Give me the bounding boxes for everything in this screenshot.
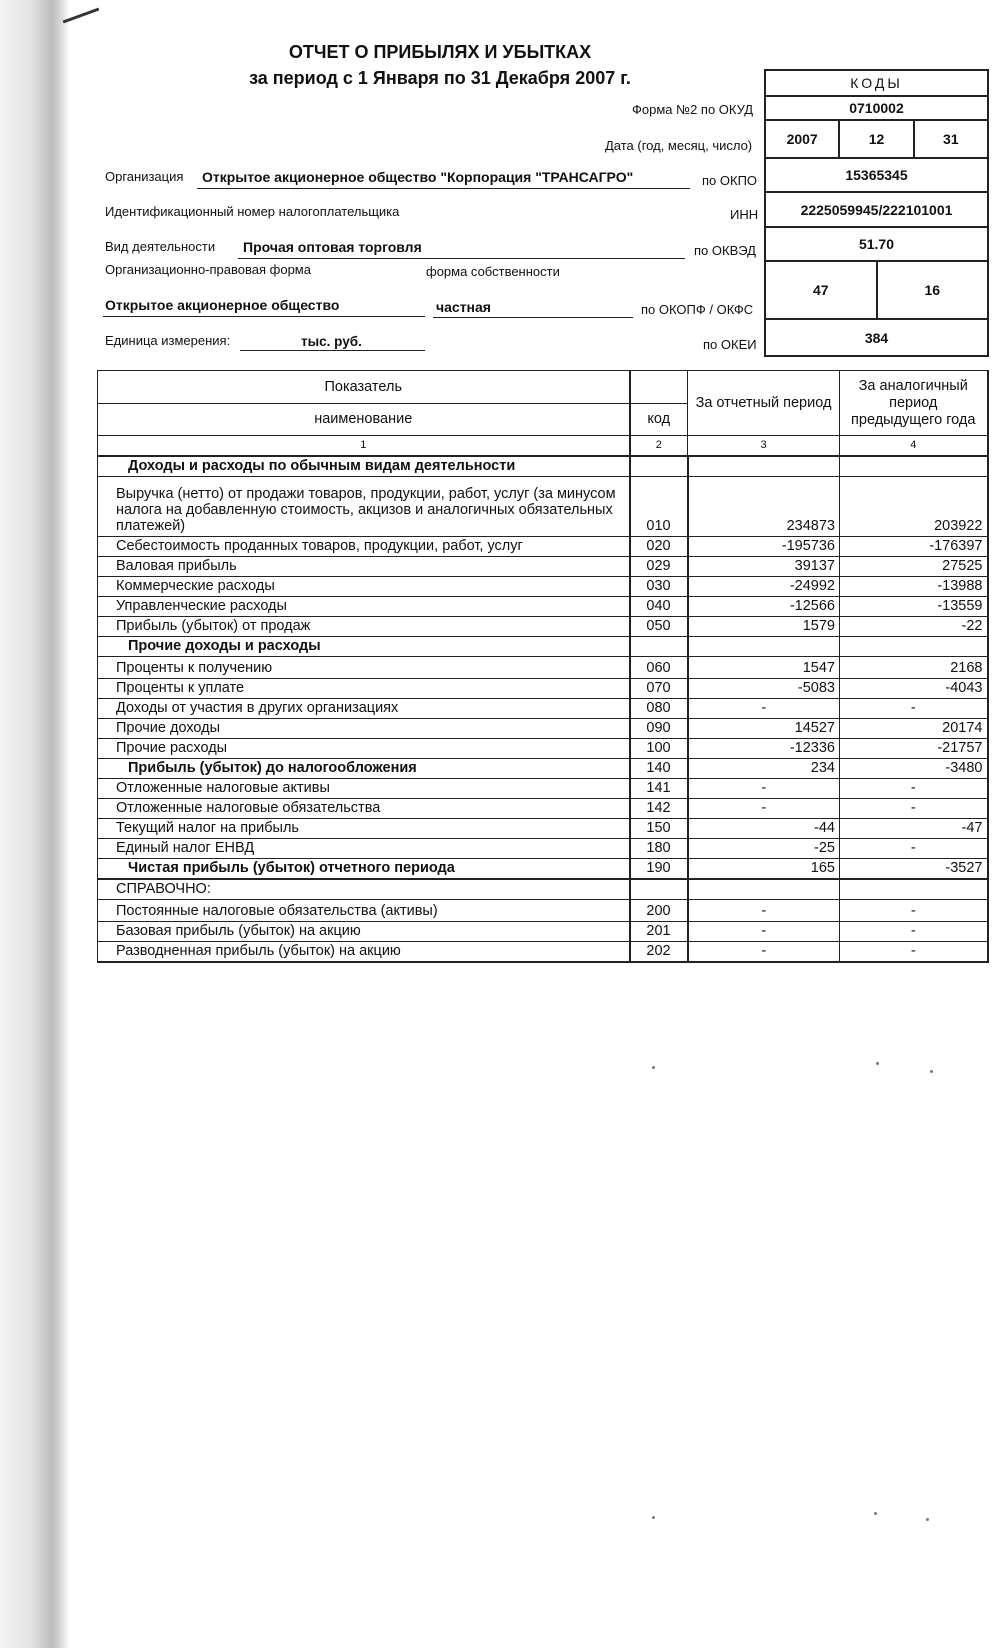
row-name: Прочие расходы: [98, 739, 630, 759]
row-name: Себестоимость проданных товаров, продукции, работ, услуг: [98, 537, 630, 557]
activity-label: Вид деятельности: [105, 239, 216, 254]
row-prev: -176397: [840, 537, 988, 557]
row-current: -: [688, 699, 840, 719]
col-num-1: 1: [98, 436, 630, 457]
row-prev: 203922: [840, 477, 988, 537]
profit-loss-table: [97, 370, 989, 963]
okved-code: 51.70: [858, 236, 895, 252]
org-underline: [197, 188, 690, 189]
col-num-3: 3: [688, 436, 840, 457]
okopf-label: по ОКОПФ / ОКФС: [641, 302, 754, 317]
row-code: 070: [630, 679, 688, 699]
row-prev: 2168: [840, 657, 988, 679]
row-prev: -13559: [840, 597, 988, 617]
row-name: Постоянные налоговые обязательства (активы): [98, 900, 630, 922]
okpo-label: по ОКПО: [702, 173, 758, 188]
row-name: Коммерческие расходы: [98, 577, 630, 597]
okfs-code: 16: [876, 262, 988, 318]
row-name: Отложенные налоговые обязательства: [98, 799, 630, 819]
scan-shadow-edge: [0, 0, 70, 1648]
row-name: Текущий налог на прибыль: [98, 819, 630, 839]
header-current: За отчетный период: [688, 371, 840, 436]
row-current: -24992: [688, 577, 840, 597]
codes-title: КОДЫ: [850, 75, 903, 91]
row-name: Выручка (нетто) от продажи товаров, продукции, работ, услуг (за минусом налога на добавленную стоимость, акцизов и аналогичных обязательных платежей): [98, 477, 630, 537]
row-prev: -: [840, 922, 988, 942]
row-code: 150: [630, 819, 688, 839]
row-current: 14527: [688, 719, 840, 739]
row-current: [688, 637, 840, 657]
row-name: Единый налог ЕНВД: [98, 839, 630, 859]
scan-speck: [876, 1062, 879, 1065]
row-code: 202: [630, 942, 688, 963]
row-code: 030: [630, 577, 688, 597]
scan-speck: [926, 1518, 929, 1521]
row-prev: [840, 456, 988, 477]
row-name: Проценты к получению: [98, 657, 630, 679]
col-num-4: 4: [840, 436, 988, 457]
scan-speck: [652, 1516, 655, 1519]
row-name: Прочие доходы: [98, 719, 630, 739]
row-name: Базовая прибыль (убыток) на акцию: [98, 922, 630, 942]
row-code: 200: [630, 900, 688, 922]
row-prev: [840, 879, 988, 900]
taxid-label: Идентификационный номер налогоплательщика: [105, 204, 400, 219]
row-prev: -4043: [840, 679, 988, 699]
row-code: 190: [630, 859, 688, 880]
row-code: 010: [630, 477, 688, 537]
row-code: 201: [630, 922, 688, 942]
row-prev: -3527: [840, 859, 988, 880]
legal-form-label: Организационно-правовая форма: [105, 262, 311, 277]
ownership-value: частная: [436, 299, 491, 315]
row-code: [630, 879, 688, 900]
row-code: 040: [630, 597, 688, 617]
row-code: 080: [630, 699, 688, 719]
row-current: 234873: [688, 477, 840, 537]
row-name: Доходы от участия в других организациях: [98, 699, 630, 719]
row-name: Прочие доходы и расходы: [98, 637, 630, 657]
row-prev: -: [840, 779, 988, 799]
row-code: 180: [630, 839, 688, 859]
row-current: -5083: [688, 679, 840, 699]
row-current: -12566: [688, 597, 840, 617]
org-name: Открытое акционерное общество "Корпорация "ТРАНСАГРО": [202, 169, 634, 185]
row-name: Проценты к уплате: [98, 679, 630, 699]
row-prev: -22: [840, 617, 988, 637]
row-code: [630, 456, 688, 477]
row-name: Чистая прибыль (убыток) отчетного периода: [98, 859, 630, 880]
row-prev: -47: [840, 819, 988, 839]
row-name: Доходы и расходы по обычным видам деятельности: [98, 456, 630, 477]
row-name: Разводненная прибыль (убыток) на акцию: [98, 942, 630, 963]
row-name: Прибыль (убыток) от продаж: [98, 617, 630, 637]
row-current: 39137: [688, 557, 840, 577]
row-current: -44: [688, 819, 840, 839]
date-month: 12: [838, 121, 912, 157]
row-current: -: [688, 779, 840, 799]
row-prev: -: [840, 699, 988, 719]
ownership-label: форма собственности: [426, 264, 560, 279]
row-current: 1579: [688, 617, 840, 637]
unit-label: Единица измерения:: [105, 333, 231, 348]
okei-label: по ОКЕИ: [703, 337, 757, 352]
col-num-2: 2: [630, 436, 688, 457]
date-day: 31: [913, 121, 987, 157]
row-prev: -: [840, 942, 988, 963]
row-name: Валовая прибыль: [98, 557, 630, 577]
row-name: Отложенные налоговые активы: [98, 779, 630, 799]
date-year: 2007: [786, 131, 818, 147]
org-label: Организация: [105, 169, 184, 184]
row-prev: -3480: [840, 759, 988, 779]
row-current: -25: [688, 839, 840, 859]
row-code: 029: [630, 557, 688, 577]
header-prev: За аналогичный период предыдущего года: [840, 371, 988, 436]
okopf-code: 47: [812, 282, 829, 298]
legal-form-underline: [103, 316, 425, 317]
row-prev: [840, 637, 988, 657]
row-prev: 20174: [840, 719, 988, 739]
scan-speck: [930, 1070, 933, 1073]
row-code: 090: [630, 719, 688, 739]
row-code: 142: [630, 799, 688, 819]
row-name: СПРАВОЧНО:: [98, 879, 630, 900]
report-title: ОТЧЕТ О ПРИБЫЛЯХ И УБЫТКАХ: [288, 42, 592, 62]
header-indicator: Показатель: [98, 371, 630, 404]
date-label: Дата (год, месяц, число): [605, 138, 753, 153]
header-name: наименование: [98, 404, 630, 436]
scan-speck: [874, 1512, 877, 1515]
row-current: -: [688, 942, 840, 963]
row-prev: -: [840, 900, 988, 922]
okpo-code: 15365345: [845, 167, 908, 183]
row-current: -: [688, 900, 840, 922]
row-code: 141: [630, 779, 688, 799]
row-prev: -: [840, 799, 988, 819]
row-prev: -13988: [840, 577, 988, 597]
row-code: [630, 637, 688, 657]
row-code: 060: [630, 657, 688, 679]
row-prev: 27525: [840, 557, 988, 577]
scan-speck: [652, 1066, 655, 1069]
unit-underline: [240, 350, 425, 351]
report-period: за период с 1 Января по 31 Декабря 2007 г.: [249, 68, 631, 88]
row-current: -: [688, 799, 840, 819]
row-name: Прибыль (убыток) до налогообложения: [98, 759, 630, 779]
ownership-underline: [433, 317, 633, 318]
row-current: 234: [688, 759, 840, 779]
row-code: 100: [630, 739, 688, 759]
row-current: 1547: [688, 657, 840, 679]
row-prev: -21757: [840, 739, 988, 759]
row-prev: -: [840, 839, 988, 859]
row-code: 020: [630, 537, 688, 557]
okud-label: Форма №2 по ОКУД: [632, 102, 754, 117]
inn-code: 2225059945/222101001: [800, 201, 953, 218]
okud-code: 0710002: [849, 100, 904, 116]
unit-value: тыс. руб.: [301, 334, 362, 349]
header-code: код: [630, 404, 688, 436]
activity-underline: [238, 258, 685, 259]
codes-box: [764, 69, 989, 357]
row-code: 140: [630, 759, 688, 779]
okved-label: по ОКВЭД: [694, 243, 756, 258]
row-current: -195736: [688, 537, 840, 557]
row-current: [688, 879, 840, 900]
legal-form-value: Открытое акционерное общество: [105, 297, 340, 313]
row-current: [688, 456, 840, 477]
row-current: 165: [688, 859, 840, 880]
row-current: -: [688, 922, 840, 942]
inn-label: ИНН: [730, 207, 759, 222]
row-code: 050: [630, 617, 688, 637]
row-current: -12336: [688, 739, 840, 759]
row-name: Управленческие расходы: [98, 597, 630, 617]
okei-code: 384: [864, 329, 889, 346]
activity-value: Прочая оптовая торговля: [243, 239, 422, 255]
